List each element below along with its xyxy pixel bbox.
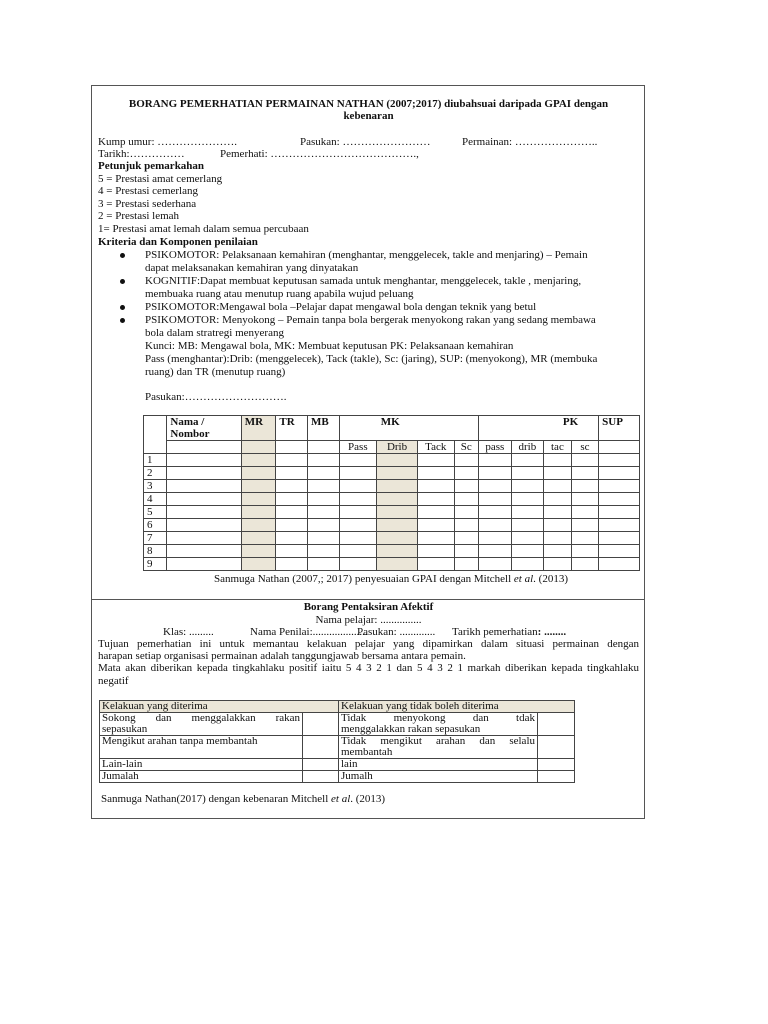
mata-line: negatif bbox=[98, 675, 129, 687]
bullet-icon bbox=[120, 253, 125, 258]
score-cell bbox=[417, 493, 454, 506]
score-cell bbox=[544, 493, 571, 506]
nama-pelajar-field: Nama pelajar: ............... bbox=[315, 614, 422, 626]
table-row bbox=[144, 519, 640, 532]
score-cell bbox=[599, 454, 640, 467]
score-cell bbox=[479, 506, 512, 519]
score-cell bbox=[571, 519, 599, 532]
score-cell bbox=[571, 532, 599, 545]
cell bbox=[276, 441, 308, 454]
score-cell bbox=[167, 480, 241, 493]
score-cell bbox=[571, 558, 599, 571]
score-cell bbox=[544, 545, 571, 558]
score-cell bbox=[511, 493, 544, 506]
score-cell bbox=[417, 467, 454, 480]
score-cell bbox=[479, 545, 512, 558]
score-cell bbox=[417, 532, 454, 545]
header-mk: MK bbox=[339, 416, 479, 441]
source-citation-1: Sanmuga Nathan (2007,; 2017) penyesuaian GPAI dengan Mitchell et al. (2013) bbox=[214, 573, 568, 585]
table-row bbox=[100, 771, 575, 783]
score-cell bbox=[241, 506, 276, 519]
score-cell bbox=[307, 480, 339, 493]
bullet-icon bbox=[120, 279, 125, 284]
behaviour-cell: lain bbox=[339, 759, 538, 771]
score-cell bbox=[571, 467, 599, 480]
row-number: 2 bbox=[144, 467, 167, 480]
score-cell bbox=[479, 480, 512, 493]
score-cell bbox=[167, 545, 241, 558]
score-cell bbox=[454, 519, 478, 532]
table-row bbox=[144, 506, 640, 519]
score-cell bbox=[307, 545, 339, 558]
score-cell bbox=[479, 532, 512, 545]
score-cell bbox=[511, 467, 544, 480]
kunci-line: Kunci: MB: Mengawal bola, MK: Membuat keputusan PK: Pelaksanaan kemahiran bbox=[145, 340, 514, 352]
score-cell bbox=[511, 506, 544, 519]
score-cell bbox=[454, 545, 478, 558]
subheader-drib-pk: drib bbox=[511, 441, 544, 454]
score-cell bbox=[538, 736, 575, 759]
score-cell bbox=[479, 454, 512, 467]
score-cell bbox=[241, 545, 276, 558]
criteria-line: membuaka ruang atau menutup ruang apabila wujud peluang bbox=[145, 288, 414, 300]
score-cell bbox=[167, 493, 241, 506]
score-cell bbox=[307, 519, 339, 532]
score-cell bbox=[599, 506, 640, 519]
score-cell bbox=[167, 519, 241, 532]
kriteria-heading: Kriteria dan Komponen penilaian bbox=[98, 236, 258, 248]
subheader-sc: Sc bbox=[454, 441, 478, 454]
criteria-line: PSIKOMOTOR: Menyokong – Pemain tanpa bola bergerak menyokong rakan yang sedang membawa bbox=[145, 314, 596, 326]
score-cell bbox=[571, 454, 599, 467]
score-cell bbox=[241, 480, 276, 493]
score-cell bbox=[241, 519, 276, 532]
score-cell bbox=[571, 545, 599, 558]
score-cell bbox=[599, 532, 640, 545]
score-cell bbox=[454, 493, 478, 506]
table-header-row bbox=[144, 416, 640, 441]
pasukan-field-3: Pasukan: ............. bbox=[357, 626, 436, 638]
score-cell bbox=[307, 467, 339, 480]
tujuan-line: harapan setiap organisasi permainan adalah tanggungjawab bersama antara pemain. bbox=[98, 650, 466, 662]
score-cell bbox=[511, 519, 544, 532]
table-row bbox=[100, 736, 575, 759]
table-row bbox=[144, 467, 640, 480]
subheader-sc-pk: sc bbox=[571, 441, 599, 454]
score-cell bbox=[339, 532, 377, 545]
tujuan-line: Tujuan pemerhatian ini untuk memantau kelakuan pelajar yang dipamirkan dalam situasi permainan dengan bbox=[98, 638, 639, 650]
scale-item: 2 = Prestasi lemah bbox=[98, 210, 180, 222]
section-divider bbox=[92, 599, 645, 600]
table-row bbox=[100, 713, 575, 736]
score-cell bbox=[377, 480, 418, 493]
row-number: 9 bbox=[144, 558, 167, 571]
row-number: 6 bbox=[144, 519, 167, 532]
score-cell bbox=[599, 519, 640, 532]
score-cell bbox=[511, 545, 544, 558]
cell bbox=[241, 441, 276, 454]
score-cell bbox=[303, 736, 339, 759]
header-mr: MR bbox=[241, 416, 276, 441]
behaviour-cell: Tidak menyokong dan tdak menggalakkan rakan sepasukan bbox=[339, 713, 538, 736]
form-title-line1: BORANG PEMERHATIAN PERMAINAN NATHAN (2007;2017) diubahsuai daripada GPAI dengan bbox=[128, 98, 609, 110]
behaviour-cell: Mengikut arahan tanpa membantah bbox=[100, 736, 303, 759]
score-cell bbox=[417, 454, 454, 467]
kunci-line: ruang) dan TR (menutup ruang) bbox=[145, 366, 286, 378]
tarikh-pemerhatian-field: Tarikh pemerhatian: ........ bbox=[452, 626, 567, 638]
score-cell bbox=[377, 519, 418, 532]
score-cell bbox=[599, 545, 640, 558]
cell bbox=[167, 441, 241, 454]
score-cell bbox=[479, 467, 512, 480]
header-accepted: Kelakuan yang diterima bbox=[100, 701, 339, 713]
score-cell bbox=[276, 467, 308, 480]
score-cell bbox=[303, 771, 339, 783]
scale-item: 1= Prestasi amat lemah dalam semua percubaan bbox=[98, 223, 309, 235]
bullet-icon bbox=[120, 318, 125, 323]
row-number: 4 bbox=[144, 493, 167, 506]
row-number: 3 bbox=[144, 480, 167, 493]
score-cell bbox=[377, 545, 418, 558]
score-cell bbox=[599, 493, 640, 506]
score-cell bbox=[339, 467, 377, 480]
bullet-icon bbox=[120, 305, 125, 310]
mata-line: Mata akan diberikan kepada tingkahlaku positif iaitu 5 4 3 2 1 dan 5 4 3 2 1 markah diberikan kepada tingkahlaku bbox=[98, 662, 639, 674]
score-cell bbox=[167, 532, 241, 545]
kump-umur-field: Kump umur: …………………. bbox=[98, 136, 238, 148]
score-cell bbox=[599, 558, 640, 571]
score-cell bbox=[544, 558, 571, 571]
score-cell bbox=[538, 771, 575, 783]
score-cell bbox=[167, 558, 241, 571]
behaviour-cell: Jumalah bbox=[100, 771, 303, 783]
score-cell bbox=[377, 467, 418, 480]
table-row bbox=[144, 558, 640, 571]
criteria-line: PSIKOMOTOR: Pelaksanaan kemahiran (menghantar, menggelecek, takle and menjaring) – Pemain bbox=[145, 249, 588, 261]
score-cell bbox=[241, 467, 276, 480]
row-number: 1 bbox=[144, 454, 167, 467]
score-cell bbox=[544, 480, 571, 493]
scale-item: 4 = Prestasi cemerlang bbox=[98, 185, 198, 197]
criteria-line: dapat melaksanakan kemahiran yang dinyatakan bbox=[145, 262, 359, 274]
score-cell bbox=[571, 506, 599, 519]
score-cell bbox=[454, 454, 478, 467]
observation-table bbox=[143, 415, 640, 571]
score-cell bbox=[241, 532, 276, 545]
score-cell bbox=[417, 506, 454, 519]
score-cell bbox=[276, 558, 308, 571]
kunci-line: Pass (menghantar):Drib: (menggelecek), Tack (takle), Sc: (jaring), SUP: (menyokong), MR (membuka bbox=[145, 353, 598, 365]
score-cell bbox=[544, 467, 571, 480]
pasukan-field-2: Pasukan:………………………. bbox=[145, 391, 287, 403]
subheader-pass: Pass bbox=[339, 441, 377, 454]
score-cell bbox=[241, 493, 276, 506]
header-mb: MB bbox=[307, 416, 339, 441]
table-row bbox=[144, 454, 640, 467]
header-sup: SUP bbox=[599, 416, 640, 441]
cell bbox=[599, 441, 640, 454]
score-cell bbox=[479, 558, 512, 571]
subheader-drib: Drib bbox=[377, 441, 418, 454]
score-cell bbox=[241, 558, 276, 571]
score-cell bbox=[339, 506, 377, 519]
pemerhati-field: Pemerhati: …………………………………., bbox=[220, 148, 419, 160]
score-cell bbox=[544, 519, 571, 532]
row-number: 5 bbox=[144, 506, 167, 519]
score-cell bbox=[241, 454, 276, 467]
table-row bbox=[100, 759, 575, 771]
score-cell bbox=[303, 759, 339, 771]
score-cell bbox=[339, 454, 377, 467]
behaviour-cell: Sokong dan menggalakkan rakan sepasukan bbox=[100, 713, 303, 736]
criteria-line: bola dalam stratregi menyerang bbox=[145, 327, 284, 339]
form-title-line2: kebenaran bbox=[343, 110, 394, 122]
score-cell bbox=[571, 493, 599, 506]
table-row bbox=[144, 532, 640, 545]
criteria-line: PSIKOMOTOR:Mengawal bola –Pelajar dapat mengawal bola dengan teknik yang betul bbox=[145, 301, 537, 313]
score-cell bbox=[479, 493, 512, 506]
score-cell bbox=[339, 493, 377, 506]
row-number: 7 bbox=[144, 532, 167, 545]
table-subheader-row bbox=[144, 441, 640, 454]
score-cell bbox=[454, 506, 478, 519]
klas-field: Klas: ......... bbox=[163, 626, 214, 638]
score-cell bbox=[377, 506, 418, 519]
score-cell bbox=[167, 467, 241, 480]
score-cell bbox=[307, 532, 339, 545]
score-cell bbox=[599, 480, 640, 493]
score-cell bbox=[454, 532, 478, 545]
score-cell bbox=[303, 713, 339, 736]
score-cell bbox=[377, 493, 418, 506]
score-cell bbox=[276, 454, 308, 467]
score-cell bbox=[417, 519, 454, 532]
score-cell bbox=[339, 558, 377, 571]
score-cell bbox=[339, 519, 377, 532]
behaviour-cell: Jumalh bbox=[339, 771, 538, 783]
table-row bbox=[144, 480, 640, 493]
score-cell bbox=[538, 759, 575, 771]
score-cell bbox=[377, 558, 418, 571]
score-cell bbox=[511, 532, 544, 545]
scale-item: 5 = Prestasi amat cemerlang bbox=[98, 173, 223, 185]
header-blank bbox=[144, 416, 167, 454]
table-header-row bbox=[100, 701, 575, 713]
score-cell bbox=[377, 454, 418, 467]
criteria-line: KOGNITIF:Dapat membuat keputusan samada untuk menghantar, menggelecek, takle , menjaring, bbox=[145, 275, 582, 287]
score-cell bbox=[571, 480, 599, 493]
score-cell bbox=[377, 532, 418, 545]
score-cell bbox=[339, 545, 377, 558]
behaviour-cell: Lain-lain bbox=[100, 759, 303, 771]
affective-title: Borang Pentaksiran Afektif bbox=[303, 601, 434, 613]
score-cell bbox=[307, 506, 339, 519]
petunjuk-heading: Petunjuk pemarkahan bbox=[98, 160, 205, 172]
score-cell bbox=[544, 454, 571, 467]
score-cell bbox=[339, 480, 377, 493]
score-cell bbox=[167, 454, 241, 467]
row-number: 8 bbox=[144, 545, 167, 558]
score-cell bbox=[307, 558, 339, 571]
score-cell bbox=[167, 506, 241, 519]
behaviour-table bbox=[99, 700, 575, 783]
score-cell bbox=[417, 480, 454, 493]
score-cell bbox=[276, 532, 308, 545]
score-cell bbox=[544, 532, 571, 545]
table-row bbox=[144, 493, 640, 506]
score-cell bbox=[599, 467, 640, 480]
tarikh-field: Tarikh:…………… bbox=[98, 148, 185, 160]
score-cell bbox=[276, 506, 308, 519]
score-cell bbox=[307, 454, 339, 467]
score-cell bbox=[454, 467, 478, 480]
behaviour-cell: Tidak mengikut arahan dan selalu membantah bbox=[339, 736, 538, 759]
score-cell bbox=[276, 493, 308, 506]
subheader-pass-pk: pass bbox=[479, 441, 512, 454]
score-cell bbox=[454, 480, 478, 493]
score-cell bbox=[511, 558, 544, 571]
score-cell bbox=[511, 480, 544, 493]
score-cell bbox=[417, 545, 454, 558]
scale-item: 3 = Prestasi sederhana bbox=[98, 198, 197, 210]
score-cell bbox=[511, 454, 544, 467]
score-cell bbox=[417, 558, 454, 571]
permainan-field: Permainan: ………………….. bbox=[462, 136, 598, 148]
pasukan-field: Pasukan: …………………… bbox=[300, 136, 431, 148]
score-cell bbox=[276, 545, 308, 558]
subheader-tac-pk: tac bbox=[544, 441, 571, 454]
subheader-tack: Tack bbox=[417, 441, 454, 454]
score-cell bbox=[544, 506, 571, 519]
header-tr: TR bbox=[276, 416, 308, 441]
source-citation-2: Sanmuga Nathan(2017) dengan kebenaran Mitchell et al. (2013) bbox=[101, 793, 386, 805]
score-cell bbox=[454, 558, 478, 571]
score-cell bbox=[276, 519, 308, 532]
score-cell bbox=[276, 480, 308, 493]
header-nama: Nama / Nombor bbox=[167, 416, 241, 441]
table-row bbox=[144, 545, 640, 558]
cell bbox=[307, 441, 339, 454]
nama-penilai-field: Nama Penilai:.................... bbox=[250, 626, 368, 638]
header-not-accepted: Kelakuan yang tidak boleh diterima bbox=[339, 701, 575, 713]
score-cell bbox=[307, 493, 339, 506]
header-pk: PK bbox=[479, 416, 599, 441]
score-cell bbox=[479, 519, 512, 532]
score-cell bbox=[538, 713, 575, 736]
